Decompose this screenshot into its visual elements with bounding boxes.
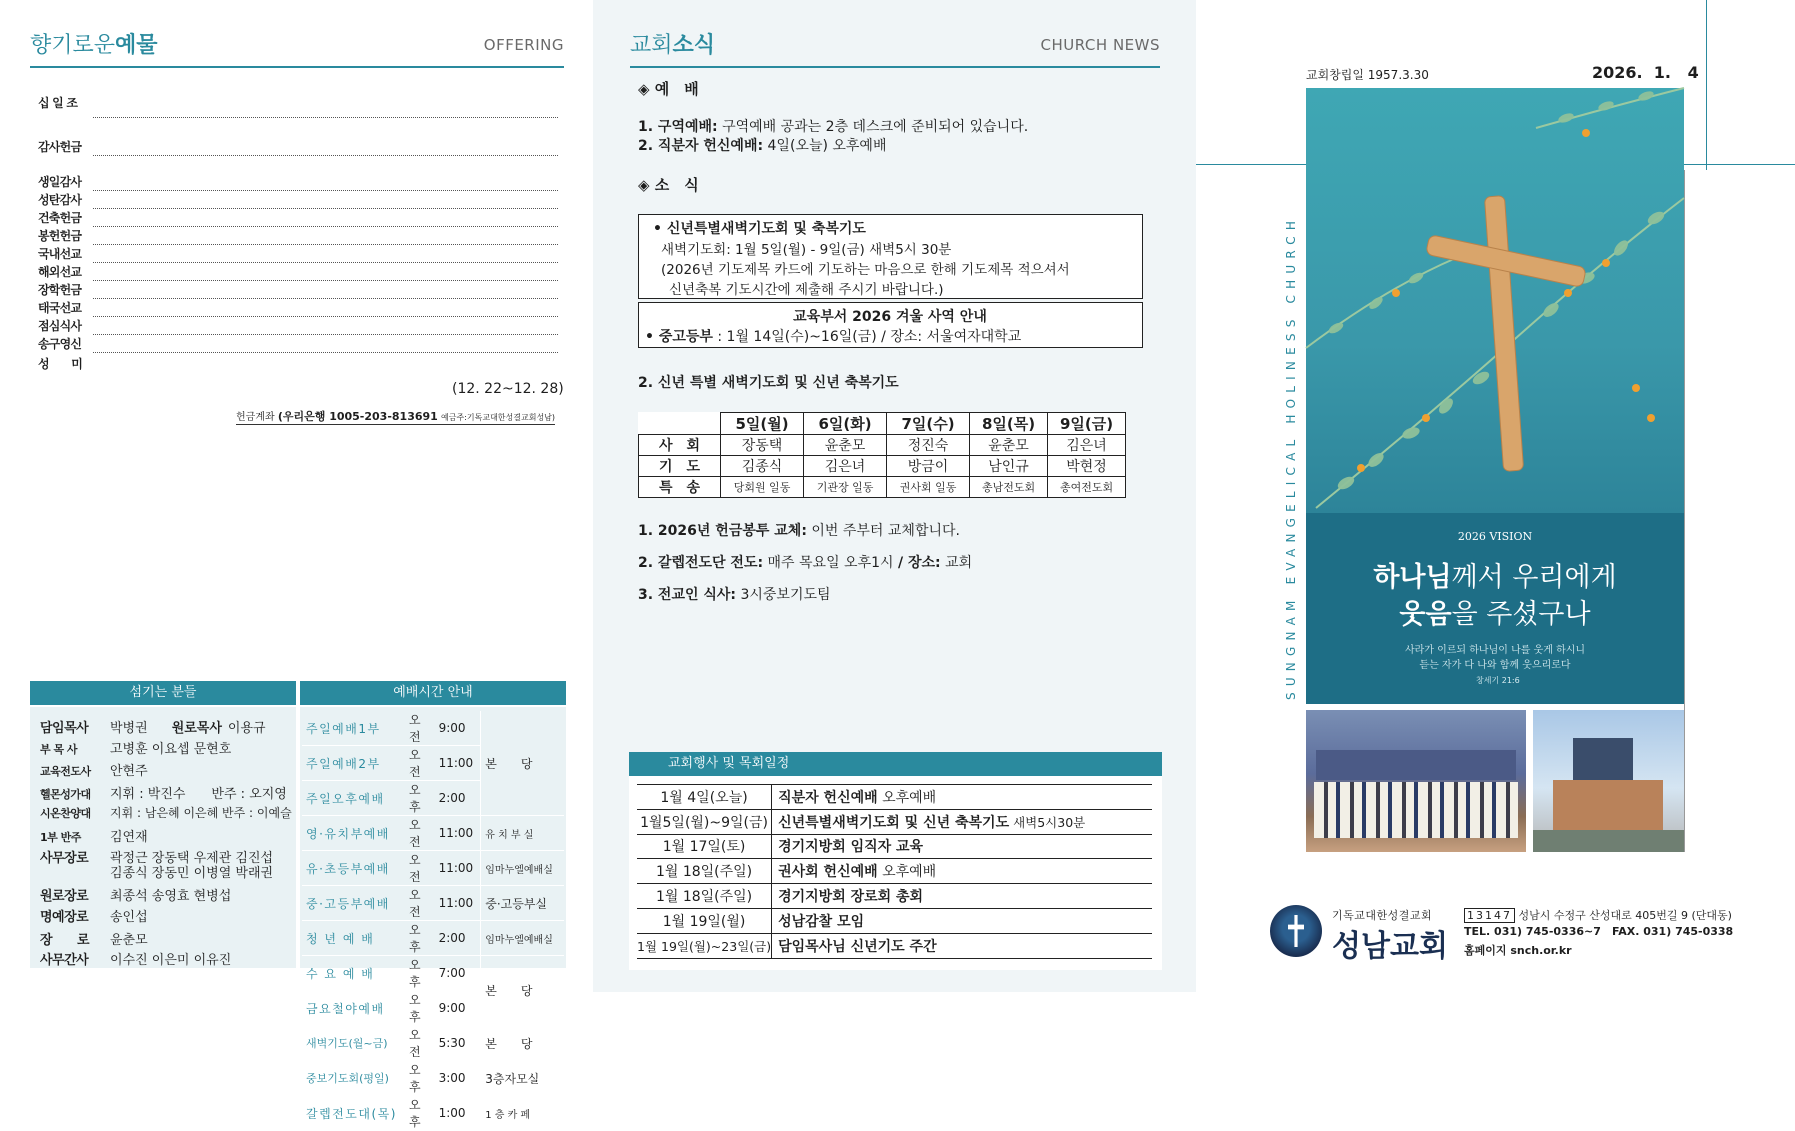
event-title [772, 884, 1152, 909]
server-role: 1부 반주 [40, 831, 81, 844]
cross-icon [1426, 196, 1587, 472]
week-person: 정진숙 [887, 435, 970, 456]
schedule-time: 9:00 [435, 711, 481, 746]
server-role: 교육전도사 [40, 765, 91, 778]
event-row [637, 834, 1152, 859]
homepage[interactable]: 홈페이지 snch.or.kr [1464, 944, 1572, 957]
schedule-ampm: 오후 [405, 991, 435, 1026]
server-row [40, 862, 273, 881]
server-names: 지휘 : 남은혜 이은혜 반주 : 이예슬 [110, 806, 292, 820]
schedule-row [302, 1061, 564, 1096]
offering-item-label: 봉헌헌금 [38, 229, 82, 243]
offering-item-line [93, 352, 558, 353]
event-title-bold: 경기지방회 임직자 교육 [778, 839, 924, 856]
schedule-name: 주일예배1부 [302, 711, 405, 746]
schedule-name: 영·유치부예배 [302, 816, 405, 851]
schedule-name: 수 요 예 배 [302, 956, 405, 991]
notice-1: 1. 2026년 헌금봉투 교체: 이번 주부터 교체합니다. [638, 523, 960, 539]
week-person: 윤춘모 [804, 435, 887, 456]
offering-item-label: 성탄감사 [38, 193, 82, 207]
server-row [40, 783, 287, 802]
server-row [40, 906, 148, 925]
server-role: 명예장로 [40, 910, 89, 925]
schedule-place: 3층자모실 [481, 1061, 564, 1096]
server-role: 원로장로 [40, 889, 89, 904]
schedule-name: 금요철야예배 [302, 991, 405, 1026]
event-date: 1월 19일(월)~23일(금) [637, 933, 772, 958]
server-row [40, 717, 266, 736]
offering-title-en: OFFERING [483, 36, 564, 54]
offering-item [38, 94, 558, 112]
news-title: 교회소식 [630, 33, 716, 58]
server-names-2: 이용규 [227, 721, 266, 736]
schedule-place: 본 당 [481, 711, 564, 816]
event-title-bold: 경기지방회 장로회 총회 [778, 889, 924, 906]
tel: TEL. 031) 745-0336~7 [1464, 925, 1601, 938]
offering-item [38, 191, 558, 209]
address-line: 13147 성남시 수정구 산성대로 405번길 9 (단대동) [1464, 907, 1732, 923]
server-row [40, 885, 231, 904]
server-names: 안현주 [110, 764, 148, 779]
church-logo-icon [1270, 905, 1322, 957]
event-row [637, 908, 1152, 933]
server-role: 사무간사 [40, 953, 89, 968]
server-row [40, 826, 148, 845]
server-row [40, 929, 148, 948]
schedule-ampm: 오후 [405, 781, 435, 816]
schedule-row [302, 921, 564, 956]
news-title-en: CHURCH NEWS [1040, 36, 1160, 54]
education-box [638, 302, 1143, 348]
dawn-prayer-line2: (2026년 기도제목 카드에 기도하는 마음으로 한해 기도제목 적으셔서 [661, 262, 1070, 278]
news-heading: ◈ 소 식 [638, 176, 699, 194]
event-title-extra: 새벽5시30분 [1009, 814, 1086, 830]
offering-item [38, 335, 558, 353]
schedule-name: 유·초등부예배 [302, 851, 405, 886]
schedule-ampm: 오전 [405, 886, 435, 921]
event-date: 1월 19일(월) [637, 908, 772, 933]
cover-photo [1306, 88, 1684, 513]
offering-item-label: 성 미 [38, 357, 82, 371]
server-role: 헬몬성가대 [40, 788, 91, 801]
schedule-ampm: 오전 [405, 1026, 435, 1061]
week-row [639, 477, 1126, 498]
vision-line1: 하나님께서 우리에게 [1373, 562, 1617, 593]
offering-header [30, 28, 564, 68]
schedule-row [302, 1096, 564, 1131]
event-title-bold: 권사회 헌신예배 [778, 864, 878, 881]
schedule-name: 주일오후예배 [302, 781, 405, 816]
verse-ref: 창세기 21:6 [1476, 676, 1520, 685]
server-names: 이수진 이은미 이유진 [110, 953, 232, 968]
verse-line2: 듣는 자가 다 나와 함께 웃으리로다 [1419, 660, 1571, 671]
zip-code: 13147 [1464, 908, 1515, 923]
week-person: 방금이 [887, 456, 970, 477]
schedule-place: 본 당 [481, 956, 564, 1026]
offering-account: 헌금계좌 (우리은행 1005-203-813691 예금주:기독교대한성결교회성남) [236, 410, 556, 423]
schedule-time: 3:00 [435, 1061, 481, 1096]
server-role: 부 목 사 [40, 743, 78, 756]
cross-illustration [1306, 88, 1684, 513]
offering-item [38, 263, 558, 281]
schedule-panel [300, 707, 566, 1129]
event-date: 1월 18일(주일) [637, 859, 772, 884]
schedule-place: 임마누엘예배실 [481, 921, 564, 956]
dawn-prayer-line1: 새벽기도회: 1월 5일(월) - 9일(금) 새벽5시 30분 [661, 242, 952, 258]
week-person: 장동택 [721, 435, 804, 456]
fax: FAX. 031) 745-0338 [1612, 925, 1734, 938]
event-title-bold: 담임목사님 신년기도 주간 [778, 938, 937, 955]
vision-label: 2026 VISION [1457, 530, 1533, 543]
event-title-bold: 신년특별새벽기도회 및 신년 축복기도 [778, 814, 1010, 831]
week-person: 기관장 일동 [804, 477, 887, 498]
trim-line-v2 [1684, 170, 1685, 852]
week-person: 김은녀 [804, 456, 887, 477]
offering-item [38, 299, 558, 317]
vision-line2: 웃음을 주셨구나 [1399, 599, 1591, 630]
schedule-time: 9:00 [435, 991, 481, 1026]
event-title-bold: 직분자 헌신예배 [778, 789, 878, 806]
event-title [772, 785, 1152, 810]
week-day: 8일(목) [970, 413, 1048, 435]
schedule-ampm: 오후 [405, 956, 435, 991]
event-title-extra: 오후예배 [877, 789, 937, 806]
schedule-table [302, 711, 564, 1131]
dawn-prayer-title: • 신년특별새벽기도회 및 축복기도 [653, 221, 866, 237]
server-row [40, 949, 231, 968]
dawn-prayer-box [638, 214, 1143, 299]
trim-line-v [1706, 0, 1707, 170]
offering-item-label: 십 일 조 [38, 96, 78, 110]
dawn-week-table [638, 412, 1126, 498]
week-day: 6일(화) [804, 413, 887, 435]
schedule-time: 11:00 [435, 746, 481, 781]
offering-item [38, 209, 558, 227]
server-names: 송인섭 [110, 910, 148, 925]
education-title: 교육부서 2026 겨울 사역 안내 [793, 309, 987, 325]
offering-item [38, 281, 558, 299]
server-names: 지휘 : 박진수 반주 : 오지영 [110, 787, 287, 802]
week-person: 당회원 일동 [721, 477, 804, 498]
offering-item [38, 317, 558, 335]
offering-item-line [93, 117, 558, 118]
notice-3: 3. 전교인 식사: 3시중보기도팀 [638, 587, 831, 603]
server-role: 사무장로 [40, 851, 89, 866]
worship-heading: ◈ 예 배 [638, 80, 699, 98]
schedule-time: 11:00 [435, 886, 481, 921]
server-role: 장 로 [40, 933, 90, 948]
week-person: 박현정 [1048, 456, 1126, 477]
church-name: 성남교회 [1332, 929, 1448, 964]
server-names: 김종식 장동민 이병열 박래권 [110, 866, 274, 881]
notice-2: 2. 갈렙전도단 전도: 매주 목요일 오후1시 / 장소: 교회 [638, 555, 973, 571]
event-row [637, 933, 1152, 958]
schedule-ampm: 오전 [405, 746, 435, 781]
offering-item [38, 227, 558, 245]
week-role: 기 도 [639, 456, 721, 477]
offering-item-line [93, 155, 558, 156]
schedule-ampm: 오후 [405, 1096, 435, 1131]
schedule-row [302, 851, 564, 886]
schedule-ampm: 오전 [405, 711, 435, 746]
server-names: 박병권 [110, 721, 148, 736]
schedule-place: 본 당 [481, 1026, 564, 1061]
offering-item-label: 점심식사 [38, 319, 82, 333]
schedule-name: 중·고등부예배 [302, 886, 405, 921]
section2-title: 2. 신년 특별 새벽기도회 및 신년 축복기도 [638, 375, 899, 391]
week-role: 사 회 [639, 435, 721, 456]
servers-panel [30, 707, 296, 968]
offering-item [38, 138, 558, 156]
schedule-time: 11:00 [435, 816, 481, 851]
cover-vision [1306, 513, 1684, 704]
week-person: 권사회 일동 [887, 477, 970, 498]
event-title-extra: 오후예배 [877, 864, 937, 881]
choir-photo [1306, 710, 1526, 852]
offering-item-label: 국내선교 [38, 247, 82, 261]
offering-period: (12. 22~12. 28) [452, 381, 564, 397]
week-person: 총여전도회 [1048, 477, 1126, 498]
schedule-name: 갈렙전도대(목) [302, 1096, 405, 1131]
schedule-name: 중보기도회(평일) [302, 1061, 405, 1096]
offering-item-label: 장학헌금 [38, 283, 82, 297]
week-person: 윤춘모 [970, 435, 1048, 456]
event-title [772, 859, 1152, 884]
events-table [637, 784, 1152, 959]
worship-item-2: 2. 직분자 헌신예배: 4일(오늘) 오후예배 [638, 138, 887, 154]
event-title [772, 809, 1152, 834]
schedule-row [302, 886, 564, 921]
server-names: 최종석 송영효 현병섭 [110, 889, 232, 904]
vertical-title-anchor [1284, 214, 1298, 714]
education-line1: • 중고등부 : 1월 14일(수)~16일(금) / 장소: 서울여자대학교 [645, 329, 1022, 345]
offering-item-label: 생일감사 [38, 175, 82, 189]
week-person: 남인규 [970, 456, 1048, 477]
schedule-name: 청 년 예 배 [302, 921, 405, 956]
server-row [40, 760, 148, 779]
schedule-ampm: 오전 [405, 851, 435, 886]
schedule-row [302, 1026, 564, 1061]
schedule-name: 새벽기도(월~금) [302, 1026, 405, 1061]
offering-item-label: 건축헌금 [38, 211, 82, 225]
vertical-church-name: SUNGNAM EVANGELICAL HOLINESS CHURCH [1284, 214, 1298, 700]
event-date: 1월5일(월)~9일(금) [637, 809, 772, 834]
bulletin-date: 2026. 1. 4 [1592, 63, 1699, 82]
schedule-time: 1:00 [435, 1096, 481, 1131]
week-corner [639, 413, 721, 435]
schedule-place: 유 치 부 실 [481, 816, 564, 851]
week-person: 총남전도회 [970, 477, 1048, 498]
server-role-2: 원로목사 [171, 721, 222, 736]
schedule-time: 2:00 [435, 781, 481, 816]
server-names: 윤춘모 [110, 933, 148, 948]
server-names: 고병훈 이요셉 문현호 [110, 742, 232, 757]
cover-image [1306, 88, 1684, 704]
news-panel [593, 0, 1196, 992]
schedule-time: 7:00 [435, 956, 481, 991]
schedule-name: 주일예배2부 [302, 746, 405, 781]
schedule-place: 중·고등부실 [481, 886, 564, 921]
event-date: 1월 17일(토) [637, 834, 772, 859]
week-day: 9일(금) [1048, 413, 1126, 435]
verse-line1: 사라가 이르되 하나님이 나를 웃게 하시니 [1404, 645, 1586, 656]
week-day: 5일(월) [721, 413, 804, 435]
offering-item [38, 355, 558, 373]
schedule-ampm: 오후 [405, 921, 435, 956]
schedule-time: 2:00 [435, 921, 481, 956]
offering-item-label: 송구영신 [38, 337, 82, 351]
schedule-time: 11:00 [435, 851, 481, 886]
server-row [40, 804, 292, 821]
event-row [637, 884, 1152, 909]
server-role: 시온찬양대 [40, 807, 91, 820]
week-person: 김종식 [721, 456, 804, 477]
server-row [40, 738, 231, 757]
schedule-row [302, 816, 564, 851]
week-person: 김은녀 [1048, 435, 1126, 456]
server-names: 곽정근 장동택 우제관 김진섭 [110, 851, 274, 866]
schedule-place: 1 층 카 페 [481, 1096, 564, 1131]
schedule-header: 예배시간 안내 [300, 681, 566, 705]
dawn-prayer-line3: 신년축복 기도시간에 제출해 주시기 바랍니다.) [669, 282, 944, 298]
offering-item [38, 173, 558, 191]
schedule-row [302, 711, 564, 746]
schedule-ampm: 오전 [405, 816, 435, 851]
event-date: 1월 4일(오늘) [637, 785, 772, 810]
event-row [637, 785, 1152, 810]
events-header: 교회행사 및 목회일정 [629, 752, 1162, 776]
event-row [637, 859, 1152, 884]
event-title-bold: 성남감찰 모임 [778, 913, 865, 930]
worship-item-1: 1. 구역예배: 구역예배 공과는 2층 데스크에 준비되어 있습니다. [638, 119, 1029, 135]
church-building-photo [1533, 710, 1684, 852]
schedule-row [302, 956, 564, 991]
event-title [772, 933, 1152, 958]
offering-panel [0, 0, 593, 1129]
offering-item-label: 해외선교 [38, 265, 82, 279]
week-role: 특 송 [639, 477, 721, 498]
denomination: 기독교대한성결교회 [1332, 909, 1433, 922]
offering-title: 향기로운예물 [30, 33, 158, 58]
event-title [772, 834, 1152, 859]
events-panel [629, 776, 1162, 970]
schedule-ampm: 오후 [405, 1061, 435, 1096]
week-row [639, 435, 1126, 456]
event-row [637, 809, 1152, 834]
offering-item [38, 245, 558, 263]
schedule-place: 임마누엘예배실 [481, 851, 564, 886]
founded-date: 교회창립일 1957.3.30 [1306, 68, 1429, 82]
server-names: 김연재 [110, 830, 148, 845]
server-role: 담임목사 [40, 721, 89, 736]
offering-item-label: 감사헌금 [38, 140, 82, 154]
servers-header: 섬기는 분들 [30, 681, 296, 705]
week-row [639, 456, 1126, 477]
cover-panel [1196, 0, 1795, 992]
offering-item-label: 태국선교 [38, 301, 82, 315]
schedule-time: 5:30 [435, 1026, 481, 1061]
news-header [630, 28, 1160, 68]
week-day: 7일(수) [887, 413, 970, 435]
event-date: 1월 18일(주일) [637, 884, 772, 909]
event-title [772, 908, 1152, 933]
